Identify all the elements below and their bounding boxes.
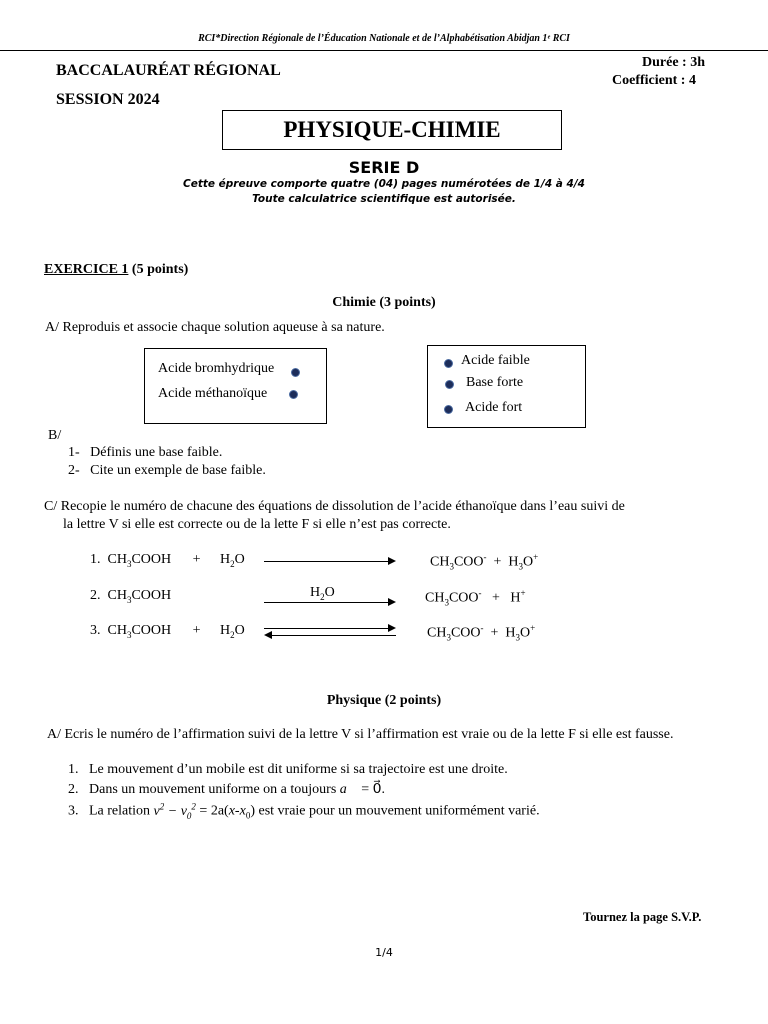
equation-1-products: $CH_3COO^- + H_3O^+$ bbox=[430, 552, 539, 572]
plus-sign: + bbox=[192, 623, 201, 638]
arrow-head-icon bbox=[388, 557, 396, 565]
solution-item: Acide méthanoïque bbox=[158, 386, 268, 401]
duration: Durée : 3h bbox=[642, 55, 705, 70]
backward-arrow bbox=[272, 635, 396, 636]
equation-3-products: $CH_3COO^- + H_3O^+$ bbox=[427, 623, 536, 643]
solution-item: Acide bromhydrique bbox=[158, 361, 275, 376]
equation-number: 2. bbox=[90, 588, 101, 603]
nature-item: Base forte bbox=[466, 375, 524, 390]
exercise-points: (5 points) bbox=[131, 262, 189, 277]
equation-number: 1. bbox=[90, 552, 101, 567]
equation-2-products: $CH_3COO^- + H^+$ bbox=[425, 588, 526, 608]
part-b-question: 2- Cite un exemple de base faible. bbox=[68, 463, 266, 478]
serie-label: SERIE D bbox=[348, 158, 420, 177]
nature-item: Acide faible bbox=[461, 353, 530, 368]
equation-1: 1. $CH_3COOH + H_2O$ bbox=[90, 552, 245, 569]
session-label: SESSION 2024 bbox=[56, 91, 160, 108]
turn-page-note: Tournez la page S.V.P. bbox=[583, 910, 702, 924]
equation-number: 3. bbox=[90, 623, 101, 638]
institution-header: RCI*Direction Régionale de l’Éducation Nationale et de l’Alphabétisation Abidjan 1ᵉ RCI bbox=[198, 33, 570, 44]
note-calculator: Toute calculatrice scientifique est autorisée. bbox=[252, 193, 516, 205]
plus-sign: + bbox=[192, 552, 201, 567]
item-number: 3. bbox=[68, 803, 79, 819]
arrow-head-icon bbox=[388, 624, 396, 632]
exam-name: BACCALAURÉAT RÉGIONAL bbox=[56, 62, 281, 79]
item-text: Le mouvement d’un mobile est dit uniforme si sa trajectoire est une droite. bbox=[89, 762, 508, 777]
forward-arrow bbox=[264, 628, 388, 629]
nature-item: Acide fort bbox=[465, 400, 523, 415]
item-number: 1. bbox=[68, 762, 79, 777]
part-c-line1: C/ Recopie le numéro de chacune des équations de dissolution de l’acide éthanoïque dans l’eau suivi de bbox=[44, 499, 625, 514]
connector-dot[interactable] bbox=[444, 405, 453, 414]
connector-dot[interactable] bbox=[444, 359, 453, 368]
part-b-label: B/ bbox=[48, 428, 62, 443]
reaction-arrow bbox=[264, 602, 388, 603]
physique-part-a: A/ Ecris le numéro de l’affirmation suivi de la lettre V si l’affirmation est vraie ou de la lette F si elle est fausse. bbox=[47, 727, 674, 742]
exercise-heading bbox=[44, 262, 188, 278]
item-number: 2. bbox=[68, 782, 79, 797]
page-title: PHYSIQUE-CHIMIE bbox=[222, 110, 562, 150]
arrow-head-icon bbox=[264, 631, 272, 639]
arrow-head-icon bbox=[388, 598, 396, 606]
reaction-arrow bbox=[264, 561, 388, 562]
item-text: La relation bbox=[89, 803, 151, 819]
arrow-label: $H_2O$ bbox=[310, 585, 335, 602]
kinematics-formula: $v^2 - v_0^2$ bbox=[153, 801, 196, 821]
connector-dot[interactable] bbox=[289, 390, 298, 399]
vector-formula: 0⃗ bbox=[372, 782, 382, 797]
coefficient: Coefficient : 4 bbox=[612, 73, 696, 88]
physique-item-3: 3. La relation $v^2 - v_0^2 = 2a(x-x_0)$ est vraie pour un mouvement uniformément varié. bbox=[68, 801, 540, 821]
header-rule bbox=[0, 50, 768, 51]
item-text: Dans un mouvement uniforme on a toujours bbox=[89, 782, 337, 797]
part-c-line2: la lettre V si elle est correcte ou de la lette F si elle n’est pas correcte. bbox=[63, 517, 451, 532]
equation-2: 2. $CH_3COOH$ bbox=[90, 588, 172, 605]
chimie-part-a: A/ Reproduis et associe chaque solution aqueuse à sa nature. bbox=[45, 320, 385, 335]
chimie-heading: Chimie (3 points) bbox=[332, 295, 436, 310]
equation-3: 3. $CH_3COOH + H_2O$ bbox=[90, 623, 245, 640]
physique-heading: Physique (2 points) bbox=[326, 693, 442, 708]
page-number: 1/4 bbox=[375, 946, 393, 959]
physique-item-2: 2. Dans un mouvement uniforme on a toujours a⃗ = 0⃗. bbox=[68, 782, 386, 797]
item-text: est vraie pour un mouvement uniformément varié. bbox=[258, 803, 540, 819]
exercise-title: EXERCICE 1 bbox=[44, 262, 129, 277]
connector-dot[interactable] bbox=[445, 380, 454, 389]
connector-dot[interactable] bbox=[291, 368, 300, 377]
part-b-question: 1- Définis une base faible. bbox=[68, 445, 223, 460]
vector-formula: a⃗ bbox=[339, 782, 358, 797]
note-pages: Cette épreuve comporte quatre (04) pages numérotées de 1/4 à 4/4 bbox=[183, 178, 585, 190]
physique-item-1 bbox=[68, 762, 508, 778]
